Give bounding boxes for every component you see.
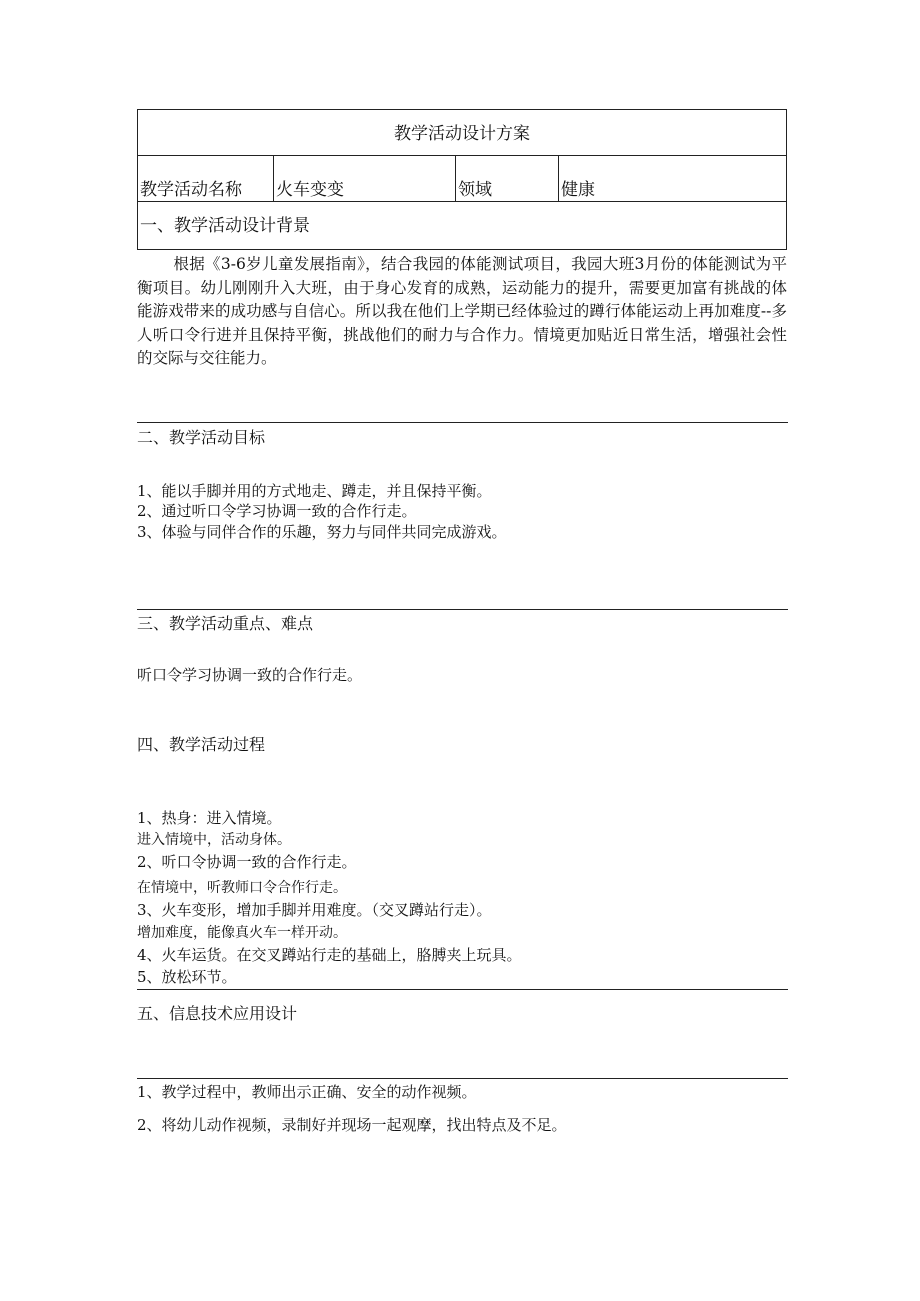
process-line: 增加难度，能像真火车一样开动。: [137, 925, 347, 941]
activity-design-table: [137, 109, 787, 250]
process-line: 2、听口令协调一致的合作行走。: [137, 853, 357, 871]
process-line: 3、火车变形，增加手脚并用难度。（交叉蹲站行走）。: [137, 901, 492, 919]
tech-item: 2、将幼儿动作视频，录制好并现场一起观摩，找出特点及不足。: [137, 1116, 567, 1134]
background-text: 根据《3-6岁儿童发展指南》，结合我园的体能测试项目，我园大班3月份的体能测试为平衡项目。幼儿刚刚升入大班，由于身心发育的成熟，运动能力的提升，需要更加富有挑战的体能游戏带来的成功感与自信心。所以我在他们上学期已经体验过的蹲行体能运动上再加难度--多人听口令行进并且保持平衡，挑战他们的耐力与合作力。情境更加贴近日常生活，增强社会性的交际与交往能力。: [137, 255, 787, 367]
domain-label: 领域: [458, 180, 492, 200]
process-line: 4、火车运货。在交叉蹲站行走的基础上，胳膊夹上玩具。: [137, 946, 522, 964]
section1-title: 一、教学活动设计背景: [140, 216, 310, 236]
background-paragraph: [137, 253, 787, 371]
table-section1-row: [138, 202, 786, 250]
objective-item: 3、体验与同伴合作的乐趣，努力与同伴共同完成游戏。: [137, 523, 507, 541]
table-title-row: [138, 110, 786, 156]
divider: [137, 1078, 788, 1079]
divider: [137, 989, 788, 990]
objective-item: 2、通过听口令学习协调一致的合作行走。: [137, 502, 417, 520]
divider: [137, 609, 788, 610]
section5-title: 五、信息技术应用设计: [137, 1004, 298, 1023]
section4-title: 四、教学活动过程: [137, 735, 266, 754]
process-line: 5、放松环节。: [137, 968, 237, 986]
activity-name-value: 火车变变: [276, 180, 344, 200]
section3-title: 三、教学活动重点、难点: [137, 614, 314, 633]
process-line: 进入情境中，活动身体。: [137, 832, 291, 848]
tech-item: 1、教学过程中，教师出示正确、安全的动作视频。: [137, 1083, 477, 1101]
objective-item: 1、能以手脚并用的方式地走、蹲走，并且保持平衡。: [137, 482, 492, 500]
domain-value: 健康: [561, 180, 595, 200]
process-line: 在情境中，听教师口令合作行走。: [137, 880, 347, 896]
divider: [137, 422, 788, 423]
table-info-row: [138, 156, 786, 202]
section2-title: 二、教学活动目标: [137, 428, 266, 447]
table-title: 教学活动设计方案: [394, 124, 530, 144]
process-line: 1、热身：进入情境。: [137, 809, 282, 827]
activity-name-label: 教学活动名称: [140, 180, 242, 200]
key-point-text: 听口令学习协调一致的合作行走。: [137, 666, 363, 684]
